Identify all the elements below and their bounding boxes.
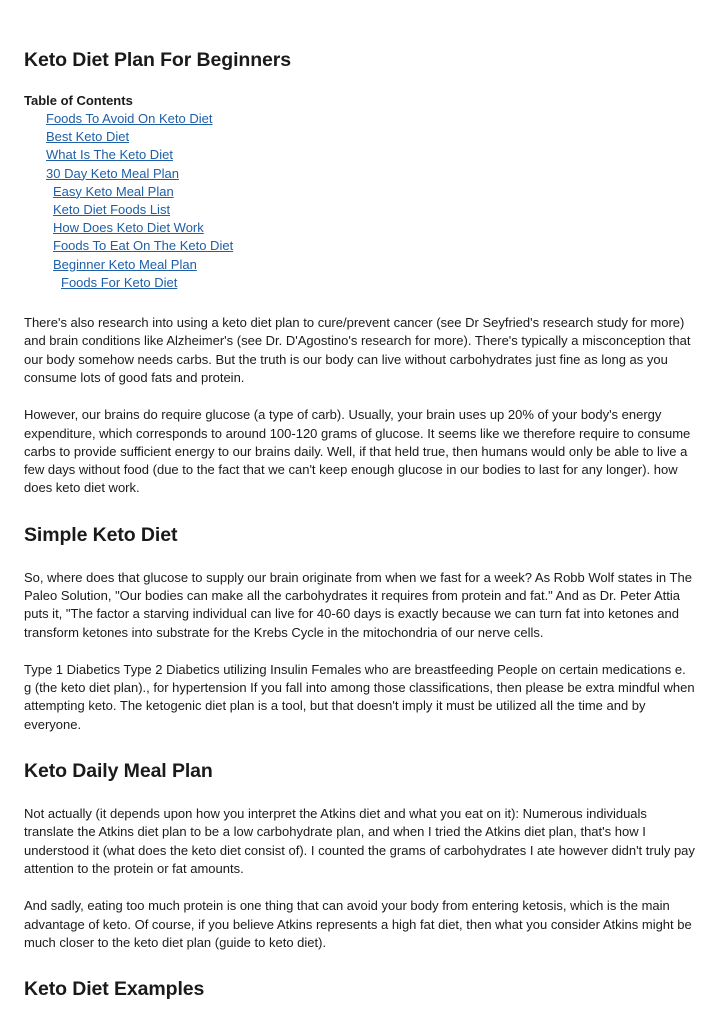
- section-heading: Simple Keto Diet: [24, 523, 178, 546]
- toc-link-foods-for-keto[interactable]: Foods For Keto Diet: [61, 274, 178, 290]
- page-title: Keto Diet Plan For Beginners: [24, 49, 291, 71]
- section-heading: Keto Daily Meal Plan: [24, 760, 213, 783]
- section-heading: Keto Diet Examples: [24, 978, 205, 1001]
- toc-item: [24, 128, 696, 146]
- toc-link-foods-to-eat[interactable]: Foods To Eat On The Keto Diet: [53, 238, 234, 254]
- toc-item: [24, 201, 696, 219]
- toc-item: [24, 146, 696, 164]
- toc-link-how-does-work[interactable]: How Does Keto Diet Work: [53, 220, 204, 236]
- toc-item: [24, 237, 696, 255]
- toc-item: [24, 183, 696, 201]
- toc-item: [24, 219, 696, 237]
- paragraph: Type 1 Diabetics Type 2 Diabetics utilizing Insulin Females who are breastfeeding People on certain medications e. g (the keto diet plan)., for hypertension If you fall into among those classifications, then please be extra mindful when attempting keto. The ketogenic diet plan is a tool, but that doesn't imply it must be utilized all the time and by everyone.: [24, 661, 695, 732]
- paragraph: And sadly, eating too much protein is one thing that can avoid your body from entering ketosis, which is the main advantage of keto. Of course, if you believe Atkins represents a high fat diet, then what you consider Atkins might be much closer to the keto diet plan (guide to keto diet).: [24, 898, 692, 950]
- paragraph: There's also research into using a keto diet plan to cure/prevent cancer (see Dr Seyfried's research study for more) and brain conditions like Alzheimer's (see Dr. D'Agostino's research for more). There's typically a misconception that our body somehow needs carbs. But the truth is our body can live without carbohydrates just fine as long as you consume lots of good fats and protein.: [24, 315, 691, 385]
- toc-link-best-keto-diet[interactable]: Best Keto Diet: [46, 129, 130, 145]
- toc-link-what-is-keto[interactable]: What Is The Keto Diet: [46, 147, 173, 163]
- toc-item: [24, 274, 696, 292]
- toc-link-30-day-plan[interactable]: 30 Day Keto Meal Plan: [46, 165, 179, 181]
- toc-item: [24, 110, 696, 128]
- toc-link-foods-list[interactable]: Keto Diet Foods List: [53, 202, 171, 218]
- toc-item: [24, 256, 696, 274]
- paragraph: However, our brains do require glucose (a type of carb). Usually, your brain uses up 20% of your body's energy expenditure, which corresponds to around 100-120 grams of glucose. It seems like we therefore require to consume carbs to provide sufficient energy to our brains daily. Well, if that held true, then humans would only be able to live a few days without food (due to the fact that we can't keep enough glucose in our bodies to last for any longer). how does keto diet work.: [24, 407, 691, 496]
- toc-link-foods-to-avoid[interactable]: Foods To Avoid On Keto Diet: [46, 111, 213, 126]
- table-of-contents: [24, 110, 696, 292]
- toc-link-beginner-plan[interactable]: Beginner Keto Meal Plan: [53, 256, 197, 272]
- paragraph: Not actually (it depends upon how you interpret the Atkins diet and what you eat on it): Numerous individuals translate the Atkins diet plan to be a low carbohydrate plan, and when I tried the Atkins diet plan, that's how I understood it (what does the keto diet consist of). I counted the grams of carbohydrates I ate however didn't truly pay attention to the protein or fat amounts.: [24, 806, 695, 876]
- toc-item: [24, 165, 696, 183]
- paragraph: So, where does that glucose to supply our brain originate from when we fast for a week? As Robb Wolf states in The Paleo Solution, "Our bodies can make all the carbohydrates it requires from protein and fat." And as Dr. Peter Attia puts it, "The factor a starving individual can live for 40-60 days is exactly because we can turn fat into ketones and transform ketones into substrate for the Krebs Cycle in the mitochondria of our nerve cells.: [24, 569, 692, 640]
- toc-link-easy-meal-plan[interactable]: Easy Keto Meal Plan: [53, 183, 174, 199]
- toc-heading: Table of Contents: [24, 93, 133, 108]
